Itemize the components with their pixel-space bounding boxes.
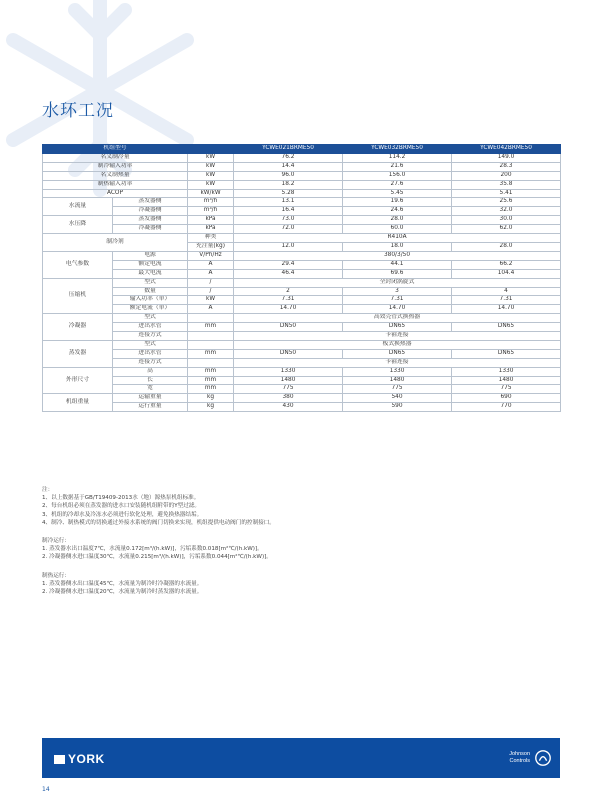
row-value: 5.45 [343,189,452,198]
row-value: 72.0 [234,225,343,234]
row-value: 2 [234,287,343,296]
row-label: 数量 [113,287,188,296]
row-value: 3 [343,287,452,296]
row-label: 长 [113,376,188,385]
row-unit: m³/h [188,198,234,207]
notes-label: 注： [42,487,54,493]
row-unit: mm [188,349,234,358]
row-value: 770 [452,403,561,412]
footer-banner [42,738,560,778]
header-cell-unit [188,145,234,154]
row-value: 21.6 [343,162,452,171]
row-label: 制热输入功率 [43,180,188,189]
row-value-merged: 卡箍连接 [234,332,561,341]
row-value: 380 [234,394,343,403]
row-unit: / [188,278,234,287]
row-value: 104.4 [452,269,561,278]
row-value: 14.70 [234,305,343,314]
table-row [43,216,561,225]
row-unit [188,314,234,323]
row-value: 775 [234,385,343,394]
group-label: 机组重量 [43,394,113,412]
row-unit [188,358,234,367]
row-value: 1480 [452,376,561,385]
row-value: 24.6 [343,207,452,216]
row-value: DN65 [343,349,452,358]
row-label: 型式 [113,340,188,349]
table-row [43,323,561,332]
table-row [43,287,561,296]
row-label: 种类 [188,234,234,243]
row-value: 149.0 [452,153,561,162]
jc-line1: Johnson [509,751,530,757]
row-label: 型式 [113,278,188,287]
group-label: 电气参数 [43,251,113,278]
row-value-merged: 全封闭涡旋式 [234,278,561,287]
row-unit: mm [188,323,234,332]
cooling-section [42,537,562,562]
table-row [43,225,561,234]
row-label: 蒸发器侧 [113,198,188,207]
row-value: 32.0 [452,207,561,216]
table-row [43,162,561,171]
row-value: DN65 [452,349,561,358]
row-value: 46.4 [234,269,343,278]
row-value: 44.1 [343,260,452,269]
heating-item: 1. 蒸发器侧水出口温度45℃，水流量为制冷时冷凝器的水流量。 [42,581,203,588]
row-value: 14.70 [343,305,452,314]
group-label: 外形尺寸 [43,367,113,394]
row-value: 7.31 [343,296,452,305]
row-label: 进出水管 [113,323,188,332]
table-row [43,296,561,305]
row-unit: kW [188,180,234,189]
table-row [43,403,561,412]
table-row [43,385,561,394]
row-label: 连接方式 [113,358,188,367]
york-mark-icon [54,755,65,764]
row-label: 连接方式 [113,332,188,341]
row-value: 7.31 [452,296,561,305]
row-unit: A [188,269,234,278]
table-row [43,376,561,385]
row-unit: A [188,305,234,314]
row-value: 14.4 [234,162,343,171]
row-label: 名义制冷量 [43,153,188,162]
row-unit: kW [188,153,234,162]
note-item: 2、每台机组必须在蒸发器的进水口安装随机组附带的Y型过滤。 [42,503,201,510]
row-value: 28.3 [452,162,561,171]
group-label: 压缩机 [43,278,113,314]
row-unit: kg [188,403,234,412]
table-row [43,278,561,287]
table-row [43,189,561,198]
row-value: 200 [452,171,561,180]
row-value: 19.6 [343,198,452,207]
row-value: 114.2 [343,153,452,162]
row-value: 25.6 [452,198,561,207]
table-row [43,171,561,180]
row-value: 13.1 [234,198,343,207]
table-row [43,314,561,323]
table-row [43,234,561,243]
row-unit: A [188,260,234,269]
row-value: 775 [343,385,452,394]
cooling-item: 2. 冷凝器侧水进口温度30℃，水流量0.215[m³/(h.kW)]，污垢系数0.044[m²℃/(h.kW)]。 [42,554,272,561]
cooling-item: 1. 蒸发器水出口温度7℃，水流量0.172[m³/(h.kW)]，污垢系数0.018[m²℃/(h.kW)]。 [42,546,263,553]
row-label: 名义制热量 [43,171,188,180]
table-row [43,367,561,376]
row-unit: m³/h [188,207,234,216]
table-row [43,251,561,260]
row-value: 73.0 [234,216,343,225]
row-label: ACOP [43,189,188,198]
row-unit: V/Ph/Hz [188,251,234,260]
row-value: 1480 [343,376,452,385]
header-cell-model: 机组型号 [43,145,188,154]
row-value-merged: 高效壳管式换热器 [234,314,561,323]
row-value: 29.4 [234,260,343,269]
row-value: 1330 [452,367,561,376]
row-label: 运行重量 [113,403,188,412]
row-value: 12.0 [234,242,343,251]
row-unit: kPa [188,225,234,234]
page-title: 水环工况 [42,101,114,121]
row-value: 5.28 [234,189,343,198]
row-unit: / [188,287,234,296]
row-value: 590 [343,403,452,412]
row-unit: kW [188,162,234,171]
row-value: 7.31 [234,296,343,305]
row-unit: kg [188,394,234,403]
table-row [43,207,561,216]
row-unit [188,332,234,341]
group-label: 水压降 [43,216,113,234]
row-unit: kW/kW [188,189,234,198]
row-label: 蒸发器侧 [113,216,188,225]
table-row [43,180,561,189]
row-value: 69.6 [343,269,452,278]
row-label: 冷凝器侧 [113,207,188,216]
row-value: 66.2 [452,260,561,269]
row-unit: mm [188,367,234,376]
row-value: DN50 [234,323,343,332]
row-value-merged: 板式换热器 [234,340,561,349]
table-row [43,332,561,341]
table-row [43,349,561,358]
table-row [43,269,561,278]
row-value: 775 [452,385,561,394]
note-item: 1、以上数据基于GB/T19409-2013水（地）源热泵机组标准。 [42,495,200,502]
row-value: 1480 [234,376,343,385]
row-value: 27.6 [343,180,452,189]
york-brand-text: YORK [68,752,105,766]
row-unit: kPa [188,216,234,225]
row-value: 14.70 [452,305,561,314]
table-row [43,358,561,367]
row-value: 1330 [234,367,343,376]
row-label: 输入功率（单） [113,296,188,305]
row-value: 18.0 [343,242,452,251]
note-item: 3、机组的冷却水及冷冻水必须进行软化处理，避免换热器结垢。 [42,511,203,518]
table-row [43,260,561,269]
header-cell-model-3: YCWE042BRME50 [452,145,561,154]
row-value: 76.2 [234,153,343,162]
row-value-merged: 卡箍连接 [234,358,561,367]
page-number: 14 [42,786,50,793]
table-row [43,153,561,162]
row-value: 18.2 [234,180,343,189]
row-value: 35.8 [452,180,561,189]
row-label: 运输重量 [113,394,188,403]
row-label: 充注量(kg) [188,242,234,251]
jc-line2: Controls [509,757,530,764]
spec-table [42,144,561,412]
heating-item: 2. 冷凝器侧水进口温度20℃，水流量为制冷时蒸发器的水流量。 [42,589,203,596]
row-value: 96.0 [234,171,343,180]
row-value: 60.0 [343,225,452,234]
row-unit: mm [188,376,234,385]
header-cell-model-2: YCWE032BRME50 [343,145,452,154]
row-label: 冷凝器侧 [113,225,188,234]
heating-section [42,572,562,597]
row-label: 额定电流（单） [113,305,188,314]
group-label: 冷凝器 [43,314,113,341]
row-value: DN65 [452,323,561,332]
group-label: 制冷剂 [43,234,188,252]
row-value-merged: 380/3/50 [234,251,561,260]
row-value: 540 [343,394,452,403]
row-value: 62.0 [452,225,561,234]
note-item: 4、制冷、制热模式的切换通过外接水系统的阀门切换来实现，机组提供电动阀门的控制接口。 [42,519,275,526]
row-value: 1330 [343,367,452,376]
header-cell-model-1: YCWE021BRME50 [234,145,343,154]
row-unit [188,340,234,349]
group-label: 水流量 [43,198,113,216]
row-label: 进出水管 [113,349,188,358]
row-label: 电源 [113,251,188,260]
row-label: 宽 [113,385,188,394]
row-label: 制冷输入功率 [43,162,188,171]
row-value: DN65 [343,323,452,332]
table-row [43,198,561,207]
row-value: 28.0 [452,242,561,251]
row-value: 16.4 [234,207,343,216]
table-header-row [43,145,561,154]
cooling-label: 制冷运行： [42,538,70,544]
johnson-controls-logo [509,751,530,764]
row-label: 高 [113,367,188,376]
group-label: 蒸发器 [43,340,113,367]
row-value: 156.0 [343,171,452,180]
row-value: DN50 [234,349,343,358]
row-unit: kW [188,171,234,180]
row-unit: mm [188,385,234,394]
row-unit: kW [188,296,234,305]
table-row [43,305,561,314]
row-value: 5.41 [452,189,561,198]
row-label: 最大电流 [113,269,188,278]
heating-label: 制热运行： [42,573,70,579]
table-row [43,394,561,403]
row-value: 430 [234,403,343,412]
row-value: 28.0 [343,216,452,225]
notes-section [42,486,562,527]
johnson-controls-mark-icon [534,749,552,767]
table-row [43,340,561,349]
row-value: 4 [452,287,561,296]
row-value: 690 [452,394,561,403]
row-value-merged: R410A [234,234,561,243]
row-label: 型式 [113,314,188,323]
york-logo [54,752,105,766]
row-value: 30.0 [452,216,561,225]
row-label: 额定电流 [113,260,188,269]
